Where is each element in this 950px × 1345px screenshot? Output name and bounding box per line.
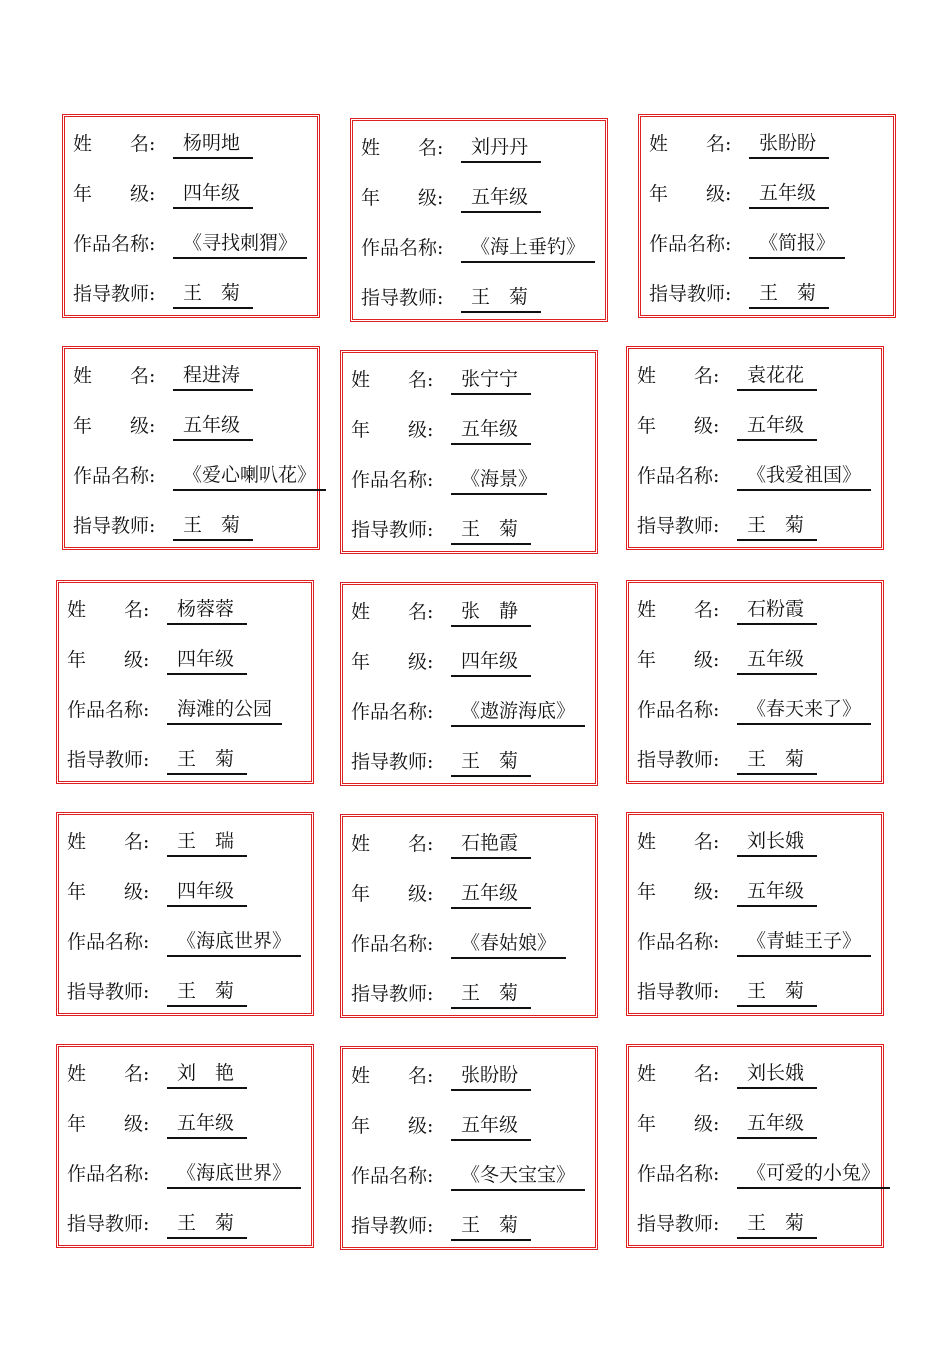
grade-label: 年 级: (67, 881, 150, 903)
teacher-value: 王 菊 (737, 745, 817, 775)
work-value: 《海底世界》 (167, 927, 301, 957)
name-value: 石粉霞 (737, 595, 817, 625)
name-label: 姓 名: (73, 133, 156, 155)
grade-label: 年 级: (351, 1115, 434, 1137)
name-card (350, 118, 608, 322)
work-label: 作品名称: (351, 933, 434, 955)
teacher-value: 王 菊 (451, 515, 531, 545)
teacher-value: 王 菊 (461, 283, 541, 313)
teacher-value: 王 菊 (173, 279, 253, 309)
name-card (626, 346, 884, 550)
name-card (340, 582, 598, 786)
work-value: 《春姑娘》 (451, 929, 566, 959)
name-value: 杨蓉蓉 (167, 595, 247, 625)
name-card (638, 114, 896, 318)
grade-label: 年 级: (73, 415, 156, 437)
work-value: 《海上垂钓》 (461, 233, 595, 263)
teacher-label: 指导教师: (649, 283, 732, 305)
work-label: 作品名称: (67, 931, 150, 953)
work-label: 作品名称: (361, 237, 444, 259)
work-value: 《可爱的小兔》 (737, 1159, 890, 1189)
teacher-label: 指导教师: (351, 983, 434, 1005)
name-label: 姓 名: (67, 1063, 150, 1085)
work-value: 《海景》 (451, 465, 547, 495)
work-label: 作品名称: (73, 233, 156, 255)
name-value: 杨明地 (173, 129, 253, 159)
grade-value: 五年级 (167, 1109, 247, 1139)
work-value: 《简报》 (749, 229, 845, 259)
teacher-value: 王 菊 (451, 747, 531, 777)
name-card (56, 580, 314, 784)
name-card (626, 1044, 884, 1248)
name-label: 姓 名: (67, 599, 150, 621)
name-value: 张盼盼 (749, 129, 829, 159)
work-value: 《春天来了》 (737, 695, 871, 725)
grade-value: 四年级 (451, 647, 531, 677)
name-label: 姓 名: (637, 365, 720, 387)
teacher-label: 指导教师: (73, 283, 156, 305)
grade-label: 年 级: (67, 1113, 150, 1135)
work-value: 《寻找刺猬》 (173, 229, 307, 259)
grade-label: 年 级: (351, 883, 434, 905)
grade-value: 五年级 (461, 183, 541, 213)
work-label: 作品名称: (73, 465, 156, 487)
name-value: 刘长娥 (737, 827, 817, 857)
name-label: 姓 名: (351, 833, 434, 855)
grade-label: 年 级: (637, 649, 720, 671)
name-label: 姓 名: (649, 133, 732, 155)
name-value: 袁花花 (737, 361, 817, 391)
grade-value: 五年级 (451, 1111, 531, 1141)
grade-label: 年 级: (637, 881, 720, 903)
grade-label: 年 级: (73, 183, 156, 205)
teacher-label: 指导教师: (637, 1213, 720, 1235)
work-label: 作品名称: (637, 931, 720, 953)
name-value: 刘丹丹 (461, 133, 541, 163)
name-value: 张宁宁 (451, 365, 531, 395)
name-card (56, 812, 314, 1016)
work-value: 《爱心喇叭花》 (173, 461, 326, 491)
teacher-label: 指导教师: (637, 515, 720, 537)
name-card (340, 350, 598, 554)
grade-label: 年 级: (67, 649, 150, 671)
grade-value: 五年级 (737, 877, 817, 907)
work-label: 作品名称: (637, 465, 720, 487)
grade-label: 年 级: (637, 1113, 720, 1135)
grade-value: 五年级 (451, 415, 531, 445)
name-value: 王 瑞 (167, 827, 247, 857)
teacher-label: 指导教师: (637, 749, 720, 771)
grade-value: 五年级 (737, 1109, 817, 1139)
work-value: 《冬天宝宝》 (451, 1161, 585, 1191)
name-label: 姓 名: (637, 599, 720, 621)
teacher-label: 指导教师: (637, 981, 720, 1003)
teacher-value: 王 菊 (451, 1211, 531, 1241)
name-value: 张盼盼 (451, 1061, 531, 1091)
teacher-label: 指导教师: (361, 287, 444, 309)
teacher-label: 指导教师: (351, 1215, 434, 1237)
teacher-value: 王 菊 (737, 1209, 817, 1239)
name-card (626, 580, 884, 784)
work-label: 作品名称: (649, 233, 732, 255)
name-value: 程进涛 (173, 361, 253, 391)
teacher-value: 王 菊 (737, 977, 817, 1007)
teacher-value: 王 菊 (749, 279, 829, 309)
grade-value: 四年级 (167, 877, 247, 907)
work-label: 作品名称: (67, 1163, 150, 1185)
teacher-value: 王 菊 (173, 511, 253, 541)
name-card (62, 346, 320, 550)
name-value: 石艳霞 (451, 829, 531, 859)
name-value: 张 静 (451, 597, 531, 627)
teacher-value: 王 菊 (167, 1209, 247, 1239)
grade-value: 五年级 (173, 411, 253, 441)
work-value: 《遨游海底》 (451, 697, 585, 727)
name-card (56, 1044, 314, 1248)
grade-value: 四年级 (167, 645, 247, 675)
name-value: 刘长娥 (737, 1059, 817, 1089)
grade-value: 五年级 (737, 411, 817, 441)
teacher-label: 指导教师: (73, 515, 156, 537)
grade-label: 年 级: (649, 183, 732, 205)
work-label: 作品名称: (637, 1163, 720, 1185)
name-card (340, 1046, 598, 1250)
name-label: 姓 名: (361, 137, 444, 159)
grade-label: 年 级: (351, 651, 434, 673)
name-label: 姓 名: (351, 601, 434, 623)
name-label: 姓 名: (637, 831, 720, 853)
work-value: 《我爱祖国》 (737, 461, 871, 491)
name-card (340, 814, 598, 1018)
name-value: 刘 艳 (167, 1059, 247, 1089)
grade-label: 年 级: (351, 419, 434, 441)
name-card (626, 812, 884, 1016)
teacher-label: 指导教师: (67, 1213, 150, 1235)
name-label: 姓 名: (351, 369, 434, 391)
teacher-label: 指导教师: (351, 519, 434, 541)
teacher-label: 指导教师: (351, 751, 434, 773)
work-label: 作品名称: (351, 469, 434, 491)
teacher-label: 指导教师: (67, 749, 150, 771)
name-card (62, 114, 320, 318)
name-label: 姓 名: (351, 1065, 434, 1087)
teacher-label: 指导教师: (67, 981, 150, 1003)
teacher-value: 王 菊 (737, 511, 817, 541)
teacher-value: 王 菊 (167, 977, 247, 1007)
name-label: 姓 名: (73, 365, 156, 387)
grade-value: 五年级 (451, 879, 531, 909)
teacher-value: 王 菊 (451, 979, 531, 1009)
work-label: 作品名称: (67, 699, 150, 721)
grade-label: 年 级: (637, 415, 720, 437)
work-value: 《青蛙王子》 (737, 927, 871, 957)
name-label: 姓 名: (637, 1063, 720, 1085)
grade-value: 五年级 (749, 179, 829, 209)
grade-label: 年 级: (361, 187, 444, 209)
work-label: 作品名称: (351, 1165, 434, 1187)
work-value: 《海底世界》 (167, 1159, 301, 1189)
grade-value: 四年级 (173, 179, 253, 209)
name-label: 姓 名: (67, 831, 150, 853)
work-label: 作品名称: (637, 699, 720, 721)
grade-value: 五年级 (737, 645, 817, 675)
work-value: 海滩的公园 (167, 695, 282, 725)
teacher-value: 王 菊 (167, 745, 247, 775)
work-label: 作品名称: (351, 701, 434, 723)
